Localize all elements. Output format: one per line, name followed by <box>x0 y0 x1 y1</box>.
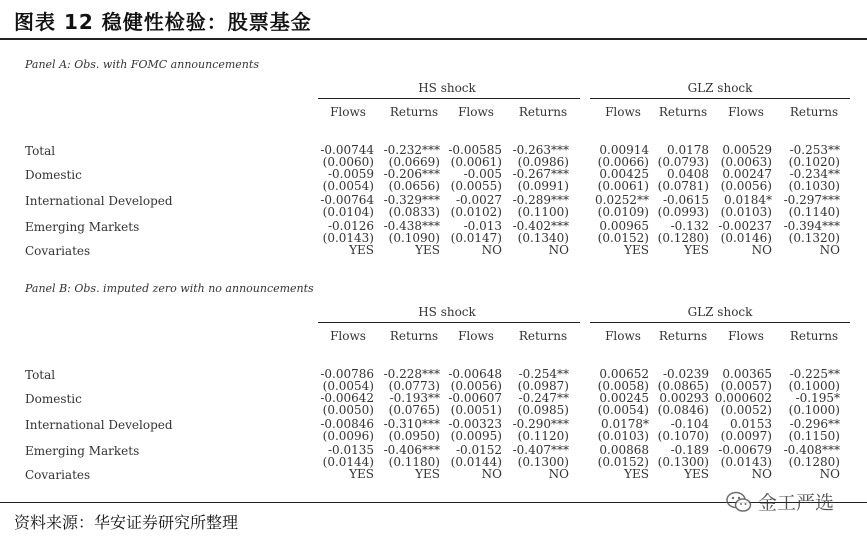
standard-error-cell: (0.0143) <box>720 455 772 469</box>
standard-error-cell: (0.0773) <box>388 379 440 393</box>
column-header: Returns <box>518 329 568 343</box>
standard-error-cell: (0.0056) <box>450 379 502 393</box>
covariates-cell: NO <box>481 467 502 481</box>
column-header: Flows <box>605 105 641 119</box>
standard-error-cell: (0.0050) <box>322 403 374 417</box>
standard-error-cell: (0.0055) <box>450 179 502 193</box>
row-label: Domestic <box>25 392 82 406</box>
standard-error-cell: (0.0152) <box>597 455 649 469</box>
coefficient-cell: -0.263*** <box>512 143 569 157</box>
row-label-covariates: Covariates <box>25 468 91 482</box>
coefficient-cell: -0.00764 <box>320 193 374 207</box>
standard-error-cell: (0.1280) <box>657 231 709 245</box>
standard-error-cell: (0.0987) <box>517 379 569 393</box>
column-header: Returns <box>658 329 708 343</box>
coefficient-cell: -0.234** <box>789 167 840 181</box>
coefficient-cell: -0.00846 <box>320 417 374 431</box>
coefficient-cell: -0.013 <box>463 219 502 233</box>
coefficient-cell: 0.00425 <box>599 167 649 181</box>
covariates-cell: NO <box>751 243 772 257</box>
row-label-covariates: Covariates <box>25 244 91 258</box>
column-header: Returns <box>789 105 839 119</box>
coefficient-cell: -0.00607 <box>448 391 502 405</box>
source-note: 资料来源：华安证券研究所整理 <box>14 513 239 532</box>
covariates-cell: YES <box>415 243 440 257</box>
coefficient-cell: -0.0152 <box>455 443 502 457</box>
coefficient-cell: -0.00323 <box>448 417 502 431</box>
coefficient-cell: -0.0126 <box>327 219 374 233</box>
coefficient-cell: 0.00914 <box>599 143 649 157</box>
coefficient-cell: -0.132 <box>670 219 709 233</box>
panel-title: Panel A: Obs. with FOMC announcements <box>25 58 259 71</box>
standard-error-cell: (0.0833) <box>388 205 440 219</box>
coefficient-cell: -0.254** <box>518 367 569 381</box>
group-rule <box>318 98 580 99</box>
standard-error-cell: (0.1070) <box>657 429 709 443</box>
group-rule <box>318 322 580 323</box>
coefficient-cell: -0.0059 <box>327 167 374 181</box>
group-rule <box>590 98 850 99</box>
standard-error-cell: (0.0147) <box>450 231 502 245</box>
standard-error-cell: (0.0793) <box>657 155 709 169</box>
coefficient-cell: -0.00642 <box>320 391 374 405</box>
standard-error-cell: (0.1000) <box>788 403 840 417</box>
standard-error-cell: (0.1320) <box>788 231 840 245</box>
covariates-cell: YES <box>684 243 709 257</box>
watermark <box>726 488 834 515</box>
coefficient-cell: -0.00786 <box>320 367 374 381</box>
covariates-cell: NO <box>751 467 772 481</box>
panel-title: Panel B: Obs. imputed zero with no announcements <box>25 282 314 295</box>
coefficient-cell: -0.00648 <box>448 367 502 381</box>
coefficient-cell: -0.310*** <box>383 417 440 431</box>
row-label: Emerging Markets <box>25 220 140 234</box>
standard-error-cell: (0.0950) <box>388 429 440 443</box>
covariates-cell: YES <box>349 243 374 257</box>
coefficient-cell: -0.253** <box>789 143 840 157</box>
standard-error-cell: (0.0102) <box>450 205 502 219</box>
coefficient-cell: 0.00868 <box>599 443 649 457</box>
standard-error-cell: (0.0060) <box>322 155 374 169</box>
covariates-cell: NO <box>548 243 569 257</box>
standard-error-cell: (0.0054) <box>322 179 374 193</box>
standard-error-cell: (0.0985) <box>517 403 569 417</box>
standard-error-cell: (0.0095) <box>450 429 502 443</box>
standard-error-cell: (0.1300) <box>517 455 569 469</box>
column-header: Returns <box>658 105 708 119</box>
coefficient-cell: -0.00237 <box>718 219 772 233</box>
coefficient-cell: -0.0239 <box>662 367 709 381</box>
standard-error-cell: (0.1100) <box>517 205 569 219</box>
wechat-icon <box>726 491 752 513</box>
coefficient-cell: -0.232*** <box>383 143 440 157</box>
coefficient-cell: -0.406*** <box>383 443 440 457</box>
coefficient-cell: -0.00585 <box>448 143 502 157</box>
standard-error-cell: (0.0865) <box>657 379 709 393</box>
group-rule <box>590 322 850 323</box>
standard-error-cell: (0.0051) <box>450 403 502 417</box>
column-header: Returns <box>789 329 839 343</box>
standard-error-cell: (0.0144) <box>450 455 502 469</box>
coefficient-cell: 0.00652 <box>599 367 649 381</box>
standard-error-cell: (0.1150) <box>788 429 840 443</box>
group-header: GLZ shock <box>687 81 753 95</box>
column-header: Flows <box>458 105 494 119</box>
standard-error-cell: (0.0781) <box>657 179 709 193</box>
standard-error-cell: (0.0097) <box>720 429 772 443</box>
standard-error-cell: (0.0104) <box>322 205 374 219</box>
coefficient-cell: -0.00679 <box>718 443 772 457</box>
standard-error-cell: (0.0056) <box>720 179 772 193</box>
standard-error-cell: (0.1030) <box>788 179 840 193</box>
standard-error-cell: (0.1000) <box>788 379 840 393</box>
covariates-cell: YES <box>349 467 374 481</box>
coefficient-cell: -0.193** <box>389 391 440 405</box>
column-header: Flows <box>605 329 641 343</box>
standard-error-cell: (0.0986) <box>517 155 569 169</box>
coefficient-cell: -0.005 <box>463 167 502 181</box>
standard-error-cell: (0.0054) <box>322 379 374 393</box>
covariates-cell: YES <box>624 467 649 481</box>
coefficient-cell: 0.0184* <box>724 193 772 207</box>
row-label: International Developed <box>25 418 173 432</box>
standard-error-cell: (0.0061) <box>450 155 502 169</box>
coefficient-cell: -0.290*** <box>512 417 569 431</box>
group-header: GLZ shock <box>687 305 753 319</box>
standard-error-cell: (0.0991) <box>517 179 569 193</box>
watermark-text: 金工严选 <box>758 492 835 514</box>
column-header: Returns <box>389 329 439 343</box>
standard-error-cell: (0.0152) <box>597 231 649 245</box>
standard-error-cell: (0.0054) <box>597 403 649 417</box>
standard-error-cell: (0.0109) <box>597 205 649 219</box>
coefficient-cell: -0.267*** <box>512 167 569 181</box>
standard-error-cell: (0.0066) <box>597 155 649 169</box>
coefficient-cell: -0.329*** <box>383 193 440 207</box>
coefficient-cell: 0.0252** <box>595 193 649 207</box>
standard-error-cell: (0.0063) <box>720 155 772 169</box>
standard-error-cell: (0.0146) <box>720 231 772 245</box>
row-label: International Developed <box>25 194 173 208</box>
standard-error-cell: (0.1090) <box>388 231 440 245</box>
coefficient-cell: 0.00529 <box>722 143 772 157</box>
standard-error-cell: (0.0765) <box>388 403 440 417</box>
coefficient-cell: -0.0027 <box>455 193 502 207</box>
standard-error-cell: (0.1280) <box>788 455 840 469</box>
coefficient-cell: 0.00365 <box>722 367 772 381</box>
row-label: Domestic <box>25 168 82 182</box>
covariates-cell: NO <box>819 467 840 481</box>
coefficient-cell: -0.189 <box>670 443 709 457</box>
coefficient-cell: -0.195* <box>795 391 840 405</box>
standard-error-cell: (0.0846) <box>657 403 709 417</box>
column-header: Returns <box>389 105 439 119</box>
standard-error-cell: (0.0052) <box>720 403 772 417</box>
top-rule <box>0 38 867 40</box>
covariates-cell: YES <box>624 243 649 257</box>
covariates-cell: NO <box>481 243 502 257</box>
row-label: Total <box>25 368 56 382</box>
standard-error-cell: (0.1020) <box>788 155 840 169</box>
standard-error-cell: (0.0096) <box>322 429 374 443</box>
coefficient-cell: -0.228*** <box>383 367 440 381</box>
coefficient-cell: -0.206*** <box>383 167 440 181</box>
column-header: Flows <box>728 105 764 119</box>
column-header: Flows <box>728 329 764 343</box>
coefficient-cell: -0.0135 <box>327 443 374 457</box>
standard-error-cell: (0.1340) <box>517 231 569 245</box>
column-header: Flows <box>458 329 494 343</box>
row-label: Emerging Markets <box>25 444 140 458</box>
standard-error-cell: (0.1300) <box>657 455 709 469</box>
standard-error-cell: (0.0144) <box>322 455 374 469</box>
coefficient-cell: -0.407*** <box>512 443 569 457</box>
standard-error-cell: (0.0061) <box>597 179 649 193</box>
coefficient-cell: -0.00744 <box>320 143 374 157</box>
standard-error-cell: (0.0103) <box>597 429 649 443</box>
covariates-cell: YES <box>415 467 440 481</box>
row-label: Total <box>25 144 56 158</box>
coefficient-cell: 0.00293 <box>659 391 709 405</box>
coefficient-cell: -0.247** <box>518 391 569 405</box>
column-header: Returns <box>518 105 568 119</box>
standard-error-cell: (0.1140) <box>788 205 840 219</box>
coefficient-cell: -0.438*** <box>383 219 440 233</box>
covariates-cell: NO <box>548 467 569 481</box>
standard-error-cell: (0.0103) <box>720 205 772 219</box>
covariates-cell: NO <box>819 243 840 257</box>
coefficient-cell: 0.0408 <box>667 167 709 181</box>
coefficient-cell: -0.297*** <box>783 193 840 207</box>
coefficient-cell: 0.00247 <box>722 167 772 181</box>
coefficient-cell: -0.225** <box>789 367 840 381</box>
standard-error-cell: (0.0993) <box>657 205 709 219</box>
standard-error-cell: (0.0669) <box>388 155 440 169</box>
coefficient-cell: -0.394*** <box>783 219 840 233</box>
coefficient-cell: -0.402*** <box>512 219 569 233</box>
group-header: HS shock <box>418 305 476 319</box>
standard-error-cell: (0.0058) <box>597 379 649 393</box>
column-header: Flows <box>330 105 366 119</box>
coefficient-cell: 0.00965 <box>599 219 649 233</box>
coefficient-cell: 0.0178* <box>601 417 649 431</box>
standard-error-cell: (0.0656) <box>388 179 440 193</box>
group-header: HS shock <box>418 81 476 95</box>
column-header: Flows <box>330 329 366 343</box>
standard-error-cell: (0.0143) <box>322 231 374 245</box>
coefficient-cell: 0.0153 <box>730 417 772 431</box>
coefficient-cell: -0.408*** <box>783 443 840 457</box>
coefficient-cell: -0.0615 <box>662 193 709 207</box>
figure-title: 图表 12 稳健性检验：股票基金 <box>14 10 312 34</box>
covariates-cell: YES <box>684 467 709 481</box>
standard-error-cell: (0.1120) <box>517 429 569 443</box>
coefficient-cell: -0.289*** <box>512 193 569 207</box>
coefficient-cell: -0.104 <box>670 417 709 431</box>
coefficient-cell: 0.000602 <box>714 391 772 405</box>
standard-error-cell: (0.1180) <box>388 455 440 469</box>
coefficient-cell: 0.00245 <box>599 391 649 405</box>
coefficient-cell: 0.0178 <box>667 143 709 157</box>
standard-error-cell: (0.0057) <box>720 379 772 393</box>
coefficient-cell: -0.296** <box>789 417 840 431</box>
